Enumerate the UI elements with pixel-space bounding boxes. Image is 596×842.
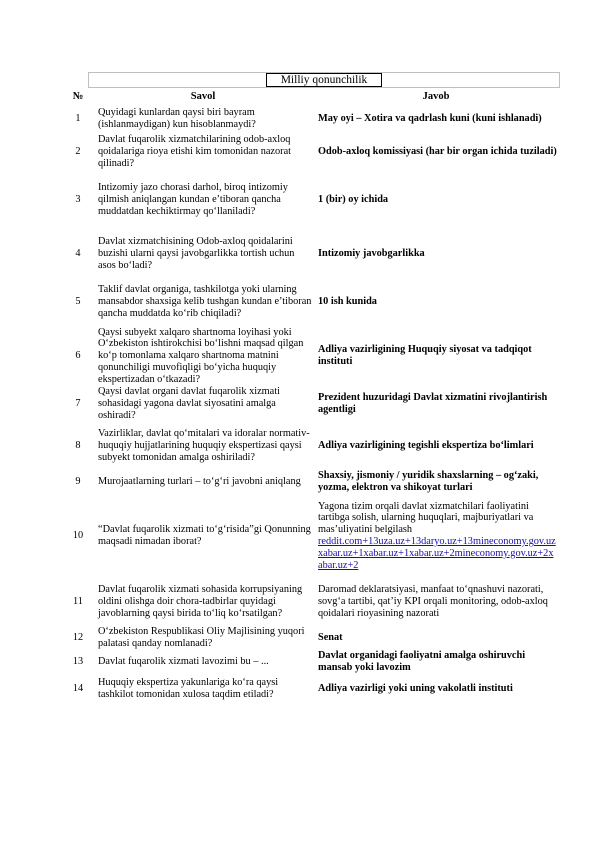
table-row (64, 674, 558, 704)
page-title: Milliy qonunchilik (266, 73, 382, 87)
answer-text: 10 ish kunida (318, 296, 377, 308)
table-row (64, 386, 558, 422)
answer-cell (314, 134, 558, 170)
row-number: 10 (72, 530, 84, 542)
answer-text: Adliya vazirligining tegishli ekspertiza bo‘limlari (318, 440, 534, 452)
header-question: Savol (190, 91, 216, 103)
source-link[interactable]: reddit.com+13uza.uz+13daryo.uz+13mineconomy.gov.uzxabar.uz+1xabar.uz+1xabar.uz+2mineconomy.gov.uz+2xabar.uz+2 (318, 536, 556, 571)
answer-text: 1 (bir) oy ichida (318, 194, 389, 206)
table-row (64, 626, 558, 650)
answer-cell (314, 278, 558, 326)
question-cell: Davlat fuqarolik xizmatchilarining odob-axloq qoidalariga rioya etishi kim tomonidan nazorat qilinadi? (98, 134, 292, 169)
answer-cell (314, 578, 558, 626)
answer-text: Senat (318, 632, 343, 644)
table-row (64, 470, 558, 494)
answer-text: Prezident huzuridagi Davlat xizmatini rivojlantirish agentligi (318, 392, 548, 415)
row-number: 14 (72, 683, 84, 695)
table-row (64, 230, 558, 278)
answer-cell (314, 674, 558, 704)
answer-text: Yagona tizim orqali davlat xizmatchilari faoliyatini tartibga solish, ularning huquqlari, majburiyatlari va mas’uliyatini belgilash (318, 500, 534, 536)
table-row (64, 104, 558, 134)
header-num: № (72, 91, 84, 103)
question-cell: Intizomiy jazo chorasi darhol, biroq intizomiy qilmish aniqlangan kundan e’tiboran qancha muddatdan kechiktirmay qo‘llaniladi? (98, 182, 288, 217)
answer-cell (314, 104, 558, 134)
answer-cell (314, 650, 558, 674)
table-row (64, 326, 558, 386)
answer-cell (314, 422, 558, 470)
answer-cell (314, 326, 558, 386)
table-row (64, 134, 558, 170)
question-cell: Quyidagi kunlardan qaysi biri bayram (ishlanmaydigan) kun hisoblanmaydi? (98, 107, 256, 130)
row-number: 1 (75, 113, 81, 125)
row-number: 2 (75, 146, 81, 158)
answer-text: Daromad deklaratsiyasi, manfaat to‘qnashuvi nazorati, sovg‘a tartibi, qat’iy KPI orqali monitoring, odob-axloq qoidalari rioyasining nazorati (318, 584, 548, 619)
question-cell: “Davlat fuqarolik xizmati to‘g‘risida”gi Qonunning maqsadi nimadan iborat? (98, 524, 311, 547)
row-number: 11 (73, 596, 83, 608)
answer-text: Adliya vazirligining Huquqiy siyosat va tadqiqot instituti (318, 344, 532, 367)
answer-text: Adliya vazirligi yoki uning vakolatli instituti (318, 683, 513, 695)
question-cell: O‘zbekiston Respublikasi Oliy Majlisining yuqori palatasi qanday nomlanadi? (98, 626, 305, 649)
row-number: 13 (72, 656, 84, 668)
question-cell: Huquqiy ekspertiza yakunlariga ko‘ra qaysi tashkilot tomonidan xulosa taqdim etiladi? (98, 677, 279, 700)
answer-cell (314, 386, 558, 422)
table-header-row (64, 90, 558, 104)
row-number: 4 (75, 248, 81, 260)
table-row (64, 578, 558, 626)
answer-cell (314, 494, 558, 578)
table-row (64, 494, 558, 578)
question-cell: Murojaatlarning turlari – to‘g‘ri javobni aniqlang (98, 476, 301, 488)
row-number: 5 (75, 296, 81, 308)
table-body (64, 104, 558, 704)
table-row (64, 650, 558, 674)
row-number: 3 (75, 194, 81, 206)
header-answer: Javob (422, 91, 450, 103)
table-row (64, 170, 558, 230)
question-cell: Davlat xizmatchisining Odob-axloq qoidalarini buzishi ularni qaysi javobgarlikka tortish uchun asos bo‘ladi? (98, 236, 295, 271)
question-cell: Davlat fuqarolik xizmati lavozimi bu – ... (98, 656, 269, 668)
row-number: 7 (75, 398, 81, 410)
row-number: 6 (75, 350, 81, 362)
question-cell: Qaysi subyekt xalqaro shartnoma loyihasi yoki O‘zbekiston ishtirokchisi bo‘lishni maqsad qilgan ko‘p tomonlama xalqaro shartnoma matnini qonunchiligi muvofiqligi bo‘yicha huquqiy ekspertizadan o‘tkazadi? (98, 326, 304, 385)
row-number: 12 (72, 632, 84, 644)
answer-text: Intizomiy javobgarlikka (318, 248, 425, 260)
answer-text: Odob-axloq komissiyasi (har bir organ ichida tuziladi) (318, 146, 557, 158)
question-cell: Taklif davlat organiga, tashkilotga yoki ularning mansabdor shaxsiga kelib tushgan kundan e’tiboran qancha muddatda ko‘rib chiqiladi? (98, 284, 312, 319)
answer-cell (314, 170, 558, 230)
answer-text: May oyi – Xotira va qadrlash kuni (kuni ishlanadi) (318, 113, 542, 125)
question-cell: Qaysi davlat organi davlat fuqarolik xizmati sohasidagi yagona davlat siyosatini amalga oshiradi? (98, 386, 280, 421)
table-row (64, 278, 558, 326)
row-number: 9 (75, 476, 81, 488)
table-row (64, 422, 558, 470)
answer-cell (314, 626, 558, 650)
answer-cell (314, 230, 558, 278)
question-cell: Davlat fuqarolik xizmati sohasida korrupsiyaning oldini olishga doir chora-tadbirlar quyidagi javoblarning qaysi birida to‘liq ko‘rsatilgan? (98, 584, 303, 619)
answer-text: Shaxsiy, jismoniy / yuridik shaxslarning – og‘zaki, yozma, elektron va shikoyat turlari (318, 470, 539, 493)
answer-cell (314, 470, 558, 494)
question-cell: Vazirliklar, davlat qo‘mitalari va idoralar normativ-huquqiy hujjatlarining huquqiy ekspertizasi qaysi subyekt tomonidan amalga oshiriladi? (98, 428, 310, 463)
row-number: 8 (75, 440, 81, 452)
answer-text: Davlat organidagi faoliyatni amalga oshiruvchi mansab yoki lavozim (318, 650, 526, 673)
qa-table (64, 90, 558, 704)
